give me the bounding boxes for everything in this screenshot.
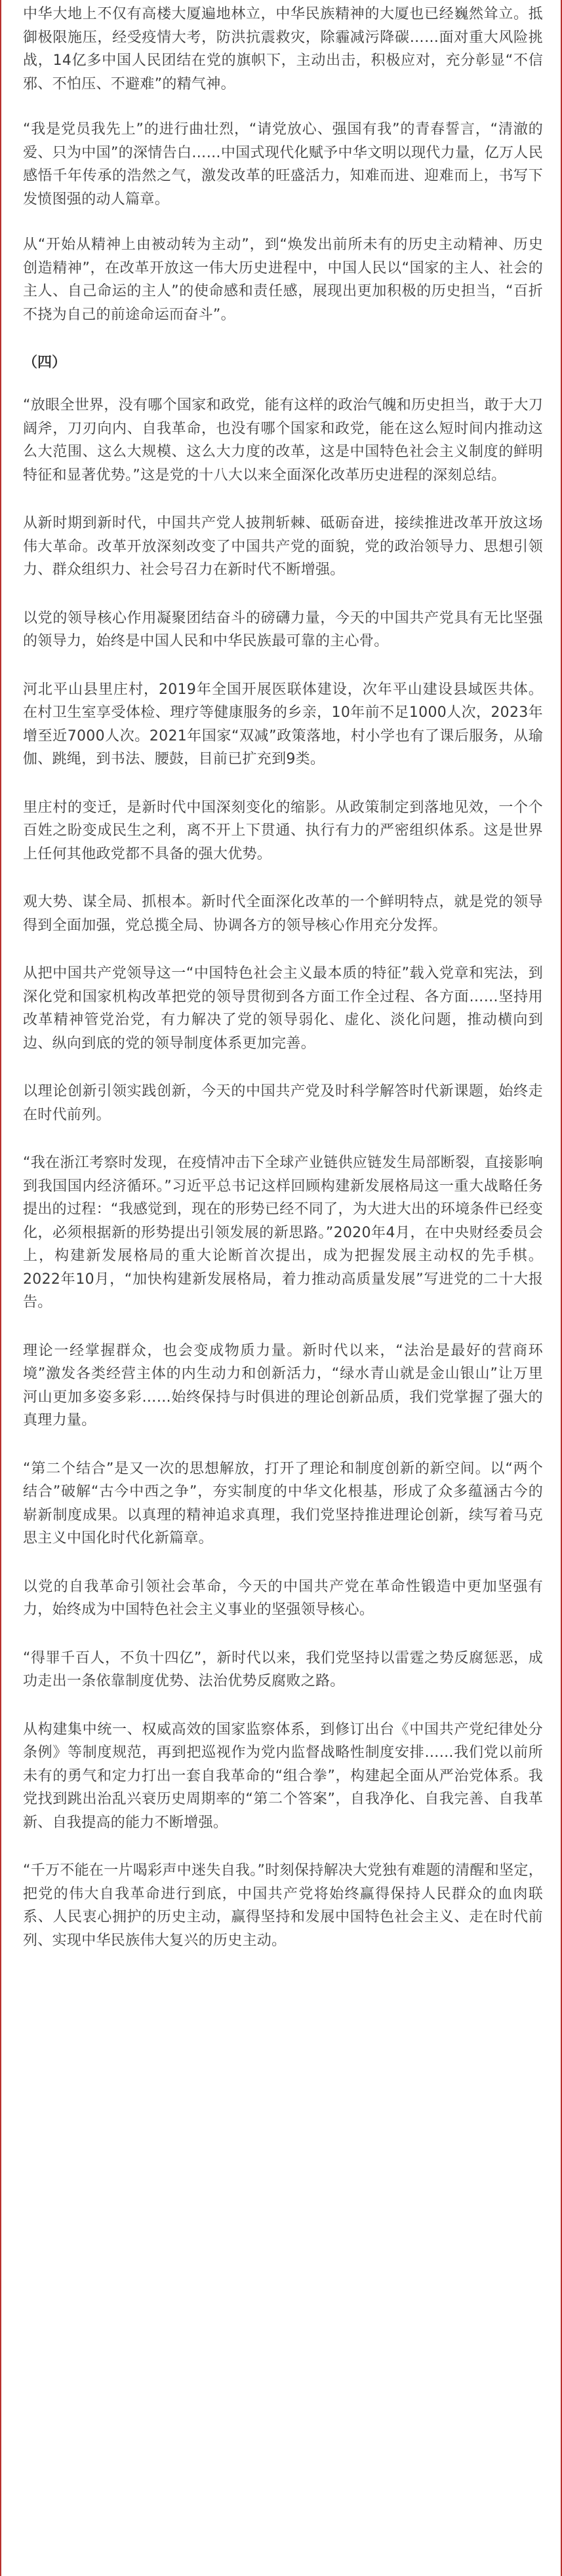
article-paragraph: “我在浙江考察时发现，在疫情冲击下全球产业链供应链发生局部断裂，直接影响到我国国内经济循环。”习近平总书记这样回顾构建新发展格局这一重大战略任务提出的过程：“我感觉到，现在的形势已经不同了，为大进大出的环境条件已经变化，必须根据新的形势提出引领发展的新思路。”2020年4月，在中央财经委员会上，构建新发展格局的重大论断首次提出，成为把握发展主动权的先手棋。2022年10月，“加快构建新发展格局，着力推动高质量发展”写进党的二十大报告。 — [23, 1155, 543, 1311]
article-paragraph: “我是党员我先上”的进行曲壮烈，“请党放心、强国有我”的青春誓言，“清澈的爱、只为中国”的深情告白……中国式现代化赋予中华文明以现代力量，亿万人民感悟千年传承的浩然之气，激发改革的旺盛活力，知难而进、迎难而上，书写下发愤图强的动人篇章。 — [23, 121, 543, 208]
section-heading: （四） — [23, 355, 67, 371]
article-paragraph: “千万不能在一片喝彩声中迷失自我。”时刻保持解决大党独有难题的清醒和坚定，把党的伟大自我革命进行到底，中国共产党将始终赢得保持人民群众的血肉联系、人民衷心拥护的历史主动，赢得坚持和发展中国特色社会主义、走在时代前列、实现中华民族伟大复兴的历史主动。 — [23, 1862, 543, 1949]
article-paragraph: 理论一经掌握群众，也会变成物质力量。新时代以来，“法治是最好的营商环境”激发各类经营主体的内生动力和创新活力，“绿水青山就是金山银山”让万里河山更加多姿多彩……始终保持与时俱进的理论创新品质，我们党掌握了强大的真理力量。 — [23, 1342, 543, 1429]
article-paragraph: 观大势、谋全局、抓根本。新时代全面深化改革的一个鲜明特点，就是党的领导得到全面加强，党总揽全局、协调各方的领导核心作用充分发挥。 — [23, 894, 543, 934]
article-paragraph: “放眼全世界，没有哪个国家和政党，能有这样的政治气魄和历史担当，敢于大刀阔斧，刀刃向内、自我革命，也没有哪个国家和政党，能在这么短时间内推动这么大范围、这么大规模、这么大力度的改革，这是中国特色社会主义制度的鲜明特征和显著优势。”这是党的十八大以来全面深化改革历史进程的深刻总结。 — [23, 397, 543, 484]
article-paragraph: 中华大地上不仅有高楼大厦遍地林立，中华民族精神的大厦也已经巍然耸立。抵御极限施压，经受疫情大考，防洪抗震救灾，除霾减污降碳……面对重大风险挑战，14亿多中国人民团结在党的旗帜下，主动出击，积极应对，充分彰显“不信邪、不怕压、不避难”的精气神。 — [23, 6, 543, 92]
article-paragraph: 从把中国共产党领导这一“中国特色社会主义最本质的特征”载入党章和宪法，到深化党和国家机构改革把党的领导贯彻到各方面工作全过程、各方面……坚持用改革精神管党治党，有力解决了党的领导弱化、虚化、淡化问题，推动横向到边、纵向到底的党的领导制度体系更加完善。 — [23, 965, 543, 1052]
article-paragraph: “第二个结合”是又一次的思想解放，打开了理论和制度创新的新空间。以“两个结合”破解“古今中西之争”，夯实制度的中华文化根基，形成了众多蕴涵古今的崭新制度成果。以真理的精神追求真理，我们党坚持推进理论创新，续写着马克思主义中国化时代化新篇章。 — [23, 1460, 543, 1547]
article-paragraph: 以党的领导核心作用凝聚团结奋斗的磅礴力量，今天的中国共产党具有无比坚强的领导力，始终是中国人民和中华民族最可靠的主心骨。 — [23, 609, 543, 649]
article-paragraph: 里庄村的变迁，是新时代中国深刻变化的缩影。从政策制定到落地见效，一个个百姓之盼变成民生之利，离不开上下贯通、执行有力的严密组织体系。这是世界上任何其他政党都不具备的强大优势。 — [23, 799, 543, 862]
article-paragraph: 河北平山县里庄村，2019年全国开展医联体建设，次年平山建设县域医共体。在村卫生室享受体检、理疗等健康服务的乡亲，10年前不足1000人次，2023年增至近7000人次。2021年国家“双减”政策落地，村小学也有了课后服务，从瑜伽、跳绳，到书法、腰鼓，目前已扩充到9类。 — [23, 681, 543, 767]
article-paragraph: 从“开始从精神上由被动转为主动”，到“焕发出前所未有的历史主动精神、历史创造精神”，在改革开放这一伟大历史进程中，中国人民以“国家的主人、社会的主人、自己命运的主人”的使命感和责任感，展现出更加积极的历史担当，“百折不挠为自己的前途命运而奋斗”。 — [23, 237, 543, 323]
article-paragraph: 从构建集中统一、权威高效的国家监察体系，到修订出台《中国共产党纪律处分条例》等制度规范，再到把巡视作为党内监督战略性制度安排……我们党以前所未有的勇气和定力打出一套自我革命的“组合拳”，构建起全面从严治党体系。我党找到跳出治乱兴衰历史周期率的“第二个答案”，自我净化、自我完善、自我革新、自我提高的能力不断增强。 — [23, 1721, 543, 1831]
article-paragraph: 以党的自我革命引领社会革命，今天的中国共产党在革命性锻造中更加坚强有力，始终成为中国特色社会主义事业的坚强领导核心。 — [23, 1578, 543, 1618]
article-paragraph: “得罪千百人，不负十四亿”，新时代以来，我们党坚持以雷霆之势反腐惩恶，成功走出一条依靠制度优势、法治优势反腐败之路。 — [23, 1649, 543, 1689]
article-paragraph: 以理论创新引领实践创新，今天的中国共产党及时科学解答时代新课题，始终走在时代前列。 — [23, 1083, 543, 1123]
article-paragraph: 从新时期到新时代，中国共产党人披荆斩棘、砥砺奋进，接续推进改革开放这场伟大革命。改革开放深刻改变了中国共产党的面貌，党的政治领导力、思想引领力、群众组织力、社会号召力在新时代不断增强。 — [23, 515, 543, 578]
